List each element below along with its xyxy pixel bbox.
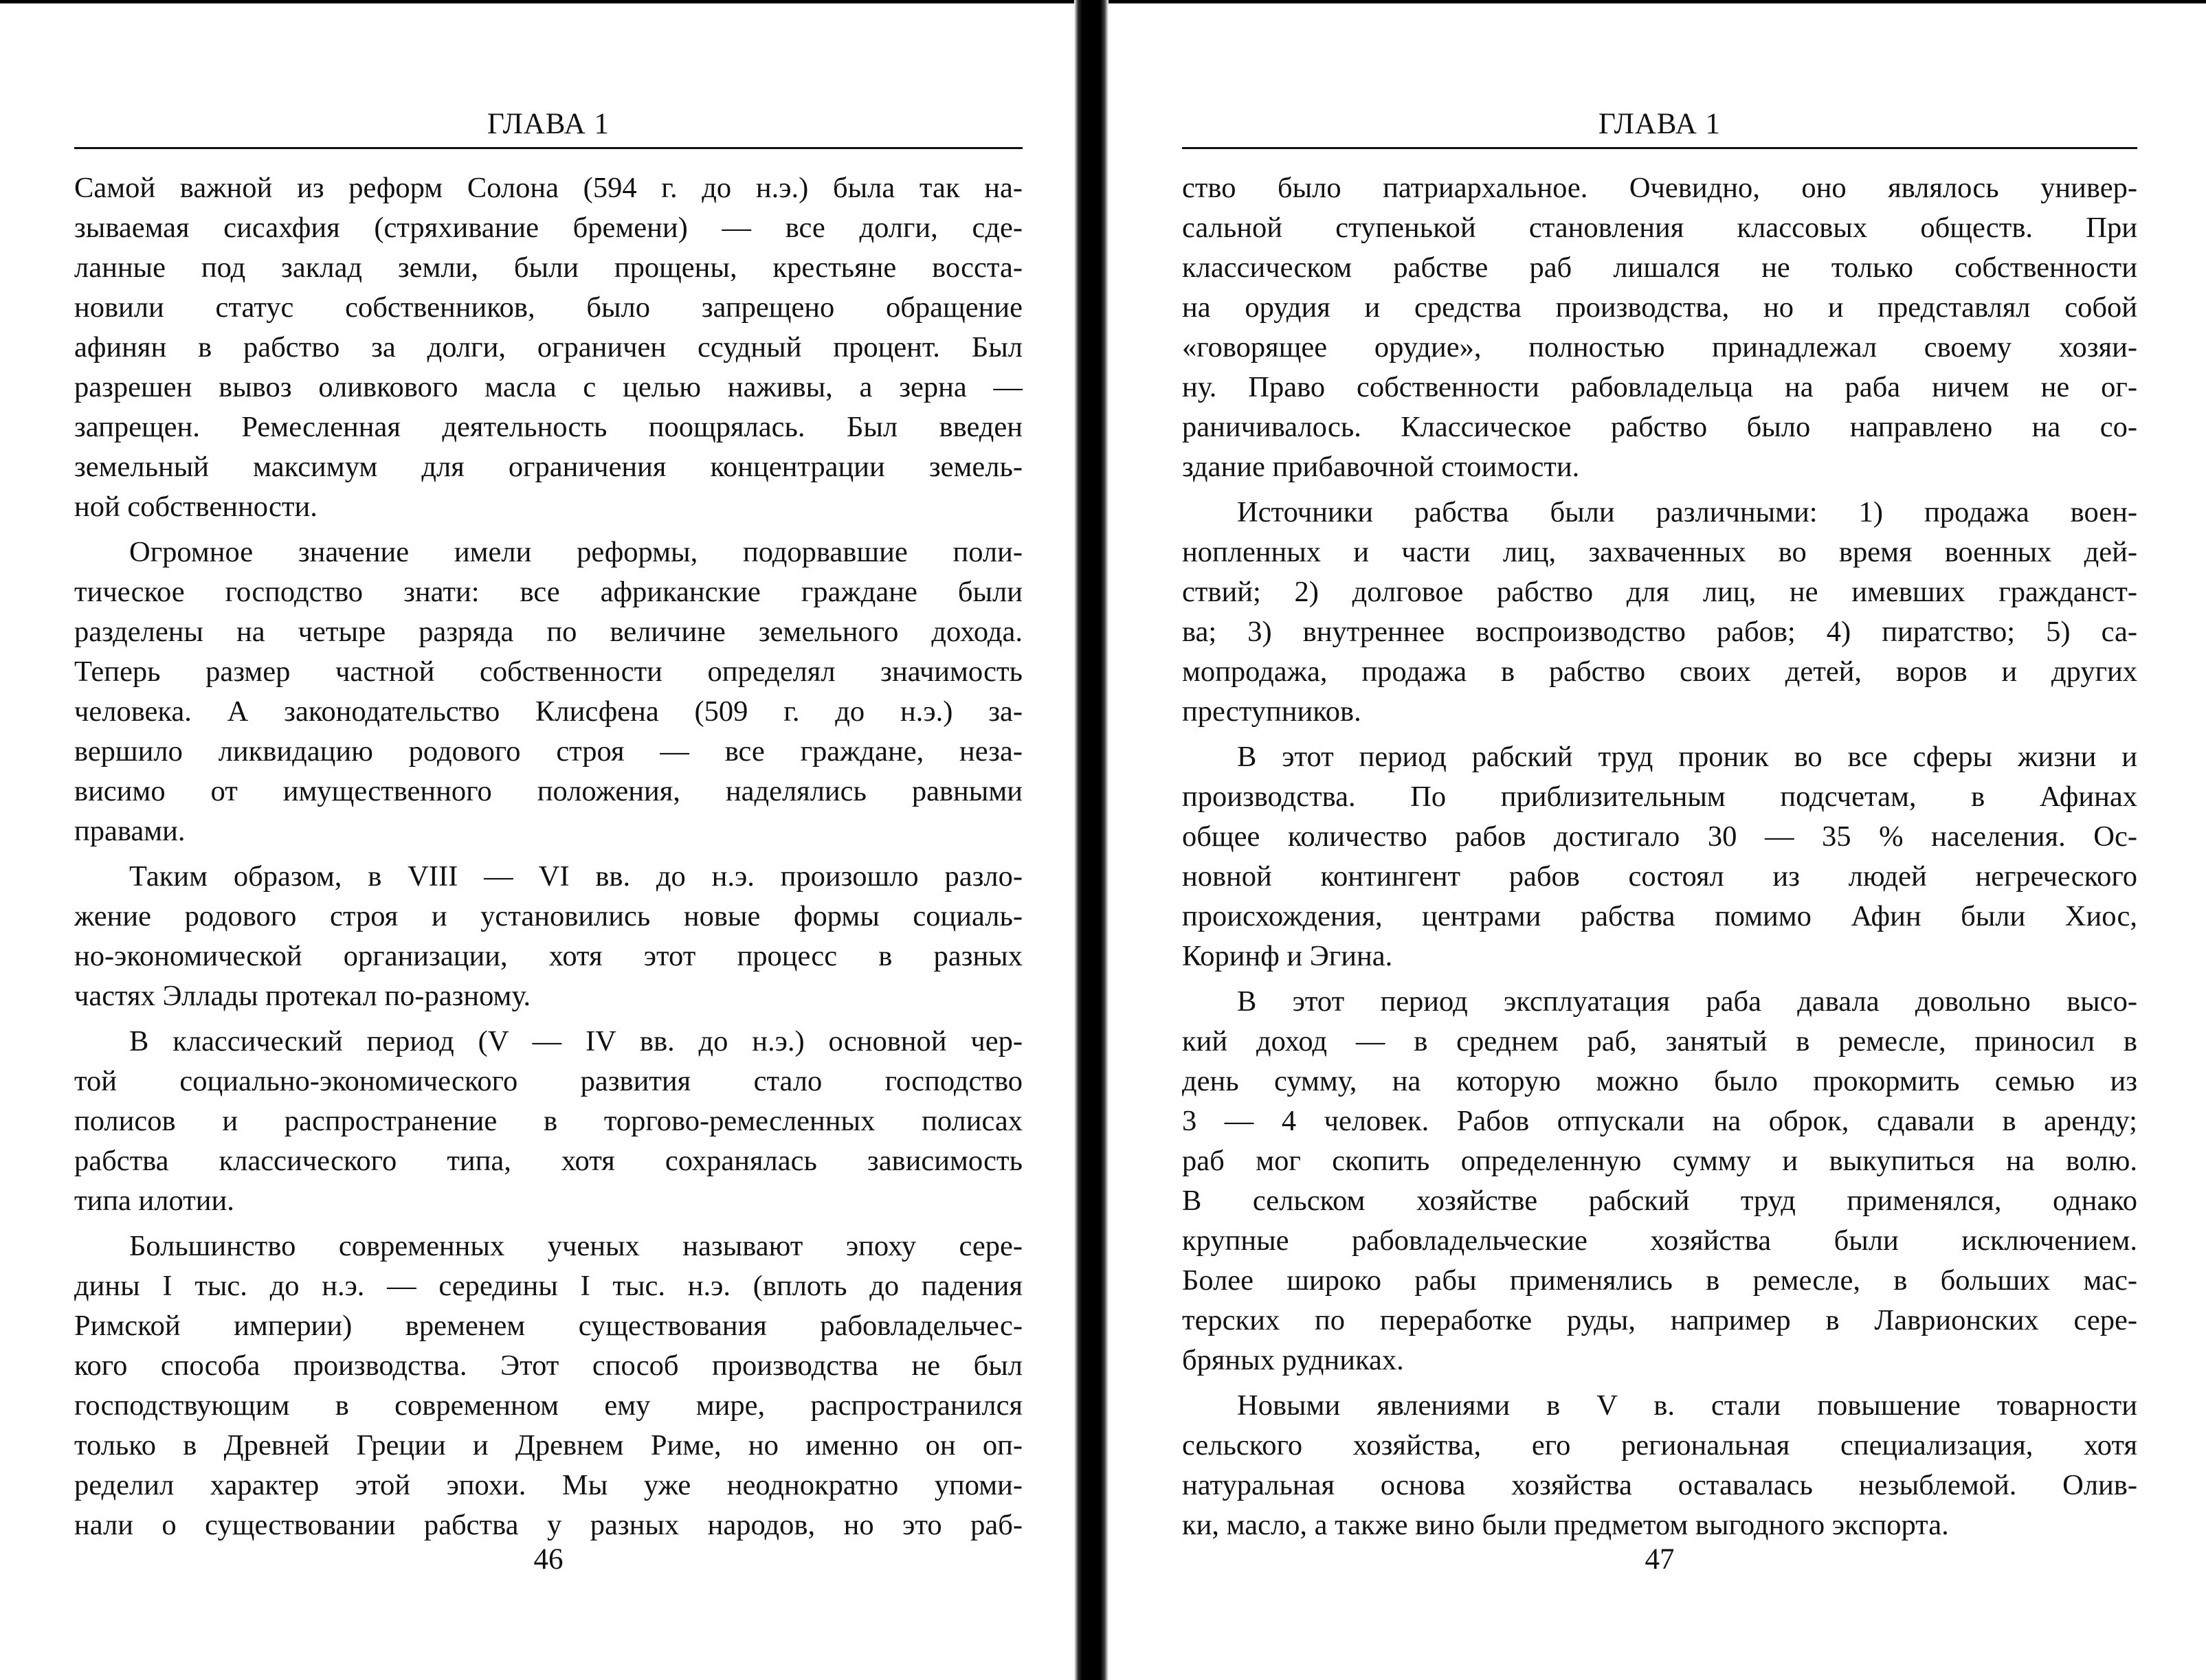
text-line: рабства классического типа, хотя сохранялась зависимость xyxy=(74,1145,1023,1177)
left-header-rule xyxy=(74,147,1023,149)
text-line: ва; 3) внутреннее воспроизводство рабов; 4) пиратство; 5) са- xyxy=(1182,616,2137,648)
paragraph xyxy=(1182,168,2137,487)
text-line: Теперь размер частной собственности определял значимость xyxy=(74,656,1023,688)
text-line: «говорящее орудие», полностью принадлежал своему хозяи- xyxy=(1182,331,2137,363)
text-line: господствующим в современном ему мире, распространился xyxy=(74,1389,1023,1422)
text-line: преступников. xyxy=(1182,695,1361,728)
right-page xyxy=(1182,0,2137,1680)
text-line: нали о существовании рабства у разных народов, но это раб- xyxy=(74,1509,1023,1541)
text-line: здание прибавочной стоимости. xyxy=(1182,451,1580,483)
text-line: Более широко рабы применялись в ремесле, в больших мас- xyxy=(1182,1264,2137,1297)
text-line: кого способа производства. Этот способ производства не был xyxy=(74,1349,1023,1382)
left-page xyxy=(74,0,1023,1680)
text-line: правами. xyxy=(74,815,186,847)
left-page-number: 46 xyxy=(533,1543,564,1576)
text-line: ну. Право собственности рабовладельца на раба ничем не ог- xyxy=(1182,371,2137,403)
text-line: ределил характер этой эпохи. Мы уже неоднократно упоми- xyxy=(74,1469,1023,1501)
text-line: В этот период эксплуатация раба давала довольно высо- xyxy=(1237,985,2137,1018)
text-line: только в Древней Греции и Древнем Риме, но именно он оп- xyxy=(74,1429,1023,1461)
text-line: Коринф и Эгина. xyxy=(1182,940,1393,972)
text-line: афинян в рабство за долги, ограничен ссудный процент. Был xyxy=(74,331,1023,363)
text-line: крупные рабовладельческие хозяйства были исключением. xyxy=(1182,1224,2137,1257)
text-line: ланные под заклад земли, были прощены, крестьяне восста- xyxy=(74,251,1023,284)
text-line: полисов и распространение в торгово-ремесленных полисах xyxy=(74,1105,1023,1137)
text-line: вершило ликвидацию родового строя — все граждане, неза- xyxy=(74,735,1023,768)
text-line: но-экономической организации, хотя этот процесс в разных xyxy=(74,940,1023,972)
text-line: производства. По приблизительным подсчетам, в Афинах xyxy=(1182,781,2137,813)
right-body-text xyxy=(1182,168,2137,1545)
text-line: В этот период рабский труд проник во все сферы жизни и xyxy=(1237,741,2137,773)
paragraph xyxy=(1182,737,2137,976)
paragraph xyxy=(1182,493,2137,732)
text-line: день сумму, на которую можно было прокормить семью из xyxy=(1182,1065,2137,1097)
text-line: Римской империи) временем существования рабовладельчес- xyxy=(74,1310,1023,1342)
text-line: ки, масло, а также вино были предметом выгодного экспорта. xyxy=(1182,1509,1949,1541)
right-page-number: 47 xyxy=(1645,1543,1675,1576)
text-line: ство было патриархальное. Очевидно, оно являлось универ- xyxy=(1182,172,2137,204)
text-line: разрешен вывоз оливкового масла с целью наживы, а зерна — xyxy=(74,371,1023,403)
paragraph xyxy=(74,1022,1023,1221)
text-line: Самой важной из реформ Солона (594 г. до н.э.) была так на- xyxy=(74,172,1023,204)
text-line: Большинство современных ученых называют эпоху сере- xyxy=(129,1230,1023,1262)
book-spine-gutter xyxy=(1074,0,1108,1680)
text-line: раб мог скопить определенную сумму и выкупиться на волю. xyxy=(1182,1145,2137,1177)
paragraph xyxy=(74,857,1023,1016)
paragraph xyxy=(74,168,1023,527)
text-line: Источники рабства были различными: 1) продажа воен- xyxy=(1237,496,2137,528)
text-line: В сельском хозяйстве рабский труд применялся, однако xyxy=(1182,1185,2137,1217)
text-line: раничивалось. Классическое рабство было направлено на со- xyxy=(1182,411,2137,443)
text-line: Новыми явлениями в V в. стали повышение товарности xyxy=(1237,1389,2137,1422)
text-line: терских по переработке руды, например в Лаврионских сере- xyxy=(1182,1304,2137,1336)
paragraph xyxy=(1182,1386,2137,1545)
text-line: сельского хозяйства, его региональная специализация, хотя xyxy=(1182,1429,2137,1461)
text-line: В классический период (V — IV вв. до н.э.) основной чер- xyxy=(129,1025,1023,1057)
text-line: нопленных и части лиц, захваченных во время военных дей- xyxy=(1182,536,2137,568)
text-line: человека. А законодательство Клисфена (509 г. до н.э.) за- xyxy=(74,695,1023,728)
text-line: висимо от имущественного положения, наделялись равными xyxy=(74,775,1023,807)
text-line: Таким образом, в VIII — VI вв. до н.э. произошло разло- xyxy=(129,860,1023,893)
left-body-text xyxy=(74,168,1023,1545)
text-line: жение родового строя и установились новые формы социаль- xyxy=(74,900,1023,932)
text-line: тическое господство знати: все африканские граждане были xyxy=(74,576,1023,608)
text-line: кий доход — в среднем раб, занятый в ремесле, приносил в xyxy=(1182,1025,2137,1057)
left-running-head: ГЛАВА 1 xyxy=(487,108,610,140)
text-line: дины I тыс. до н.э. — середины I тыс. н.э. (вплоть до падения xyxy=(74,1270,1023,1302)
text-line: зываемая сисахфия (стряхивание бремени) — все долги, сде- xyxy=(74,212,1023,244)
text-line: бряных рудниках. xyxy=(1182,1344,1404,1376)
text-line: частях Эллады протекал по-разному. xyxy=(74,980,531,1012)
right-running-head: ГЛАВА 1 xyxy=(1598,108,1722,140)
text-line: мопродажа, продажа в рабство своих детей, воров и других xyxy=(1182,656,2137,688)
text-line: общее количество рабов достигало 30 — 35 % населения. Ос- xyxy=(1182,820,2137,853)
text-line: земельный максимум для ограничения концентрации земель- xyxy=(74,451,1023,483)
text-line: Огромное значение имели реформы, подорвавшие поли- xyxy=(129,536,1023,568)
text-line: разделены на четыре разряда по величине земельного дохода. xyxy=(74,616,1023,648)
text-line: сальной ступенькой становления классовых обществ. При xyxy=(1182,212,2137,244)
text-line: натуральная основа хозяйства оставалась незыблемой. Олив- xyxy=(1182,1469,2137,1501)
paragraph xyxy=(74,533,1023,851)
text-line: на орудия и средства производства, но и представлял собой xyxy=(1182,291,2137,324)
text-line: новили статус собственников, было запрещено обращение xyxy=(74,291,1023,324)
right-header-rule xyxy=(1182,147,2137,149)
text-line: запрещен. Ремесленная деятельность поощрялась. Был введен xyxy=(74,411,1023,443)
text-line: ствий; 2) долговое рабство для лиц, не имевших гражданст- xyxy=(1182,576,2137,608)
text-line: новной контингент рабов состоял из людей негреческого xyxy=(1182,860,2137,893)
paragraph xyxy=(74,1227,1023,1545)
text-line: происхождения, центрами рабства помимо Афин были Хиос, xyxy=(1182,900,2137,932)
text-line: типа илотии. xyxy=(74,1185,234,1217)
text-line: 3 — 4 человек. Рабов отпускали на оброк, сдавали в аренду; xyxy=(1182,1105,2137,1137)
text-line: ной собственности. xyxy=(74,491,317,523)
text-line: той социально-экономического развития стало господство xyxy=(74,1065,1023,1097)
paragraph xyxy=(1182,982,2137,1380)
text-line: классическом рабстве раб лишался не только собственности xyxy=(1182,251,2137,284)
